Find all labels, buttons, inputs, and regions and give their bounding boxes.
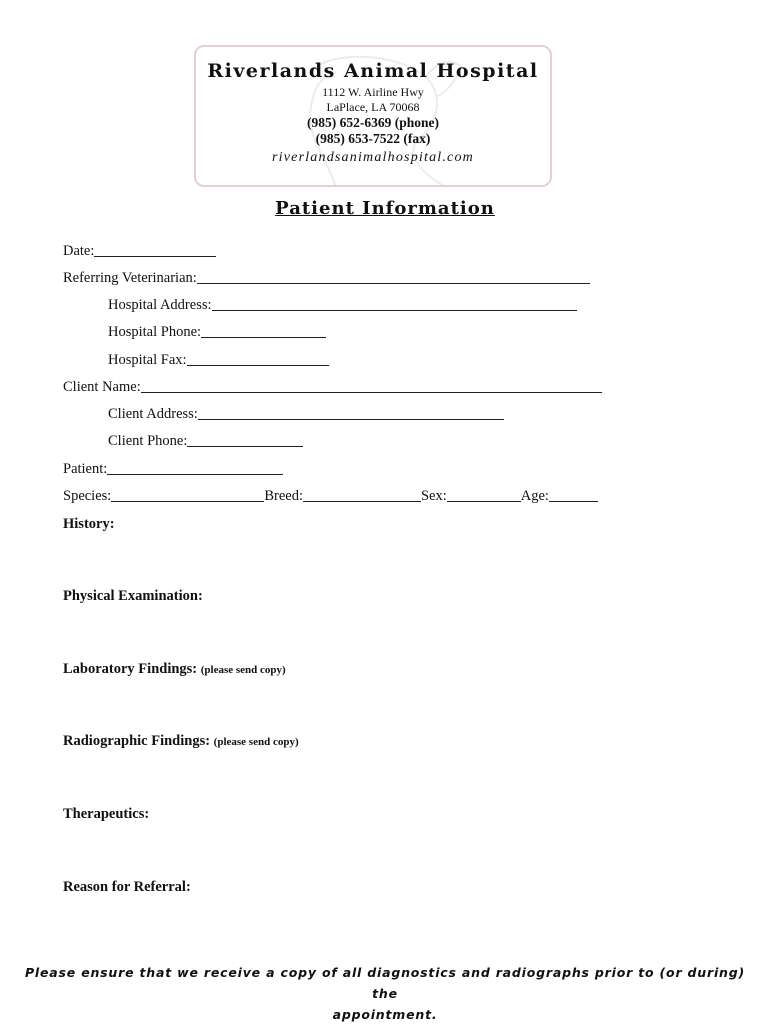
- hospital-address-label: Hospital Address:: [108, 297, 212, 313]
- client-phone-line[interactable]: [187, 432, 303, 447]
- species-label: Species:: [63, 488, 112, 504]
- referring-vet-line[interactable]: [197, 269, 590, 284]
- footer-line1: Please ensure that we receive a copy of all diagnostics and radiographs prior to (or during) the: [24, 965, 746, 1001]
- hospital-fax-line[interactable]: [187, 351, 329, 366]
- date-row: [63, 242, 216, 260]
- patient-row: [63, 460, 283, 478]
- hospital-header-box: [194, 45, 552, 187]
- hospital-phone-row: [108, 323, 326, 341]
- footer-line2: appointment.: [332, 1007, 438, 1022]
- client-address-row: [108, 405, 504, 423]
- client-address-line[interactable]: [198, 405, 504, 420]
- breed-label: Breed:: [264, 488, 303, 504]
- radiographic-findings-label: Radiographic Findings:: [63, 733, 211, 749]
- hospital-name: Riverlands Animal Hospital: [207, 60, 539, 82]
- client-address-label: Client Address:: [108, 406, 198, 422]
- history-heading: History:: [63, 516, 115, 532]
- reason-for-referral-heading: Reason for Referral:: [63, 879, 191, 895]
- hospital-phone-line[interactable]: [201, 323, 326, 338]
- lab-findings-note: (please send copy): [200, 664, 286, 676]
- radiographic-findings-heading: [63, 733, 299, 750]
- referring-vet-row: [63, 269, 590, 287]
- date-line[interactable]: [94, 242, 216, 257]
- hospital-address-line[interactable]: [212, 296, 577, 311]
- sex-line[interactable]: [447, 487, 521, 502]
- client-name-label: Client Name:: [63, 379, 141, 395]
- patient-label: Patient:: [63, 461, 108, 477]
- hospital-fax-label: Hospital Fax:: [108, 352, 187, 368]
- age-line[interactable]: [549, 487, 598, 502]
- species-line[interactable]: [111, 487, 264, 502]
- referring-vet-label: Referring Veterinarian:: [63, 270, 197, 286]
- species-row: [63, 487, 598, 505]
- lab-findings-heading: [63, 661, 286, 678]
- physical-exam-heading: Physical Examination:: [63, 588, 203, 604]
- sex-label: Sex:: [420, 488, 447, 504]
- hospital-fax: (985) 653-7522 (fax): [315, 131, 431, 146]
- hospital-website: riverlandsanimalhospital.com: [272, 150, 474, 165]
- client-phone-row: [108, 432, 303, 450]
- hospital-address-line2: LaPlace, LA 70068: [326, 100, 420, 114]
- breed-line[interactable]: [303, 487, 421, 502]
- age-label: Age:: [520, 488, 549, 504]
- footer-note: [20, 962, 750, 1025]
- lab-findings-label: Laboratory Findings:: [63, 661, 198, 677]
- hospital-phone: (985) 652-6369 (phone): [307, 115, 439, 130]
- therapeutics-heading: Therapeutics:: [63, 806, 150, 822]
- hospital-address-row: [108, 296, 577, 314]
- patient-line[interactable]: [107, 460, 283, 475]
- client-phone-label: Client Phone:: [108, 433, 188, 449]
- hospital-fax-row: [108, 351, 329, 369]
- hospital-phone-label: Hospital Phone:: [108, 324, 202, 340]
- page-title: Patient Information: [275, 198, 495, 219]
- date-label: Date:: [63, 243, 95, 259]
- radiographic-findings-note: (please send copy): [213, 736, 299, 748]
- hospital-address-line1: 1112 W. Airline Hwy: [322, 85, 424, 99]
- client-name-row: [63, 378, 602, 396]
- client-name-line[interactable]: [141, 378, 602, 393]
